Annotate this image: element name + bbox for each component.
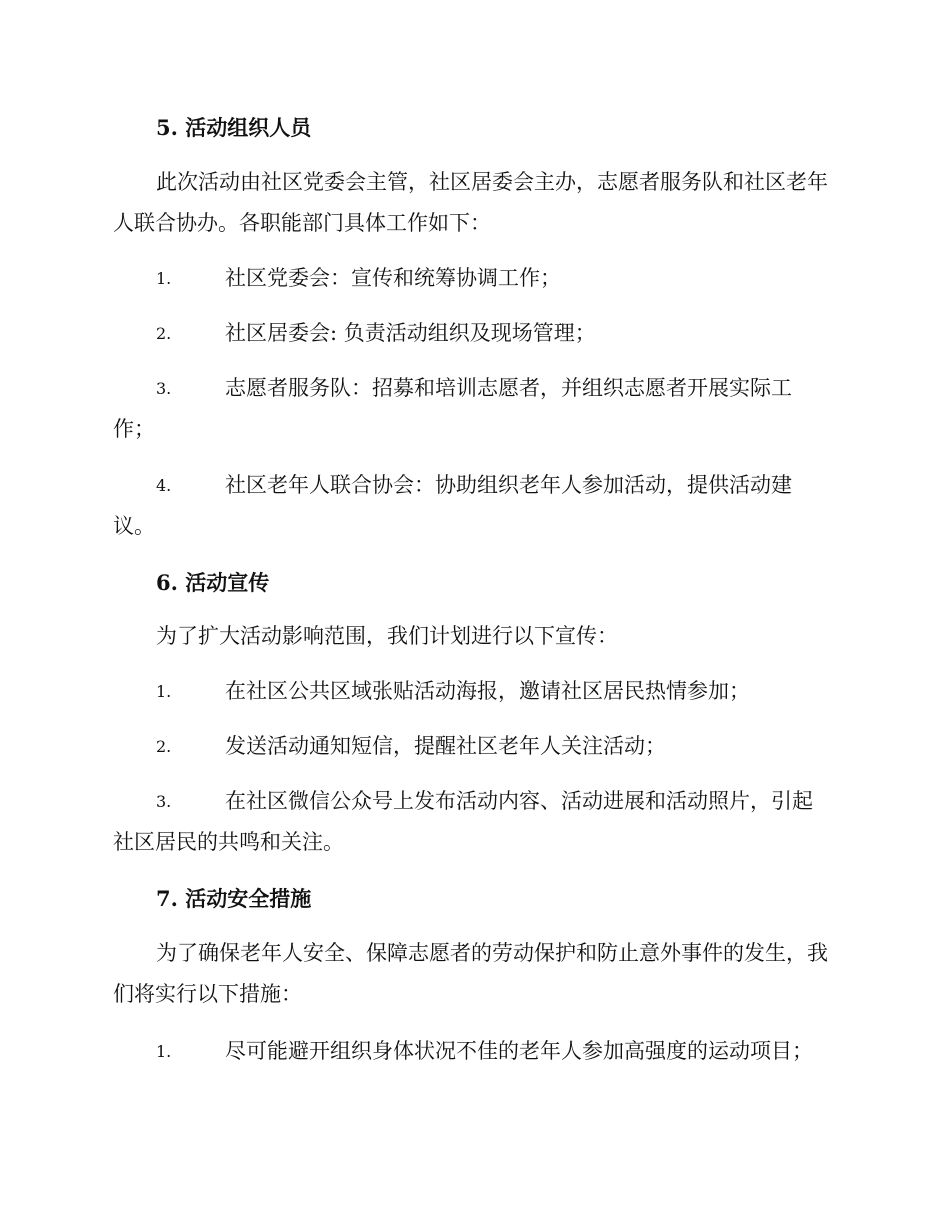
list-item-number: 2. [156,324,172,343]
list-item-number: 1. [156,269,172,288]
list-item [113,313,833,354]
list-item [113,368,833,450]
list-item [113,671,833,712]
list-item-number: 3. [156,379,172,398]
list-item-text: 尽可能避开组织身体状况不佳的老年人参加高强度的运动项目； [225,1039,813,1063]
list-item [113,726,833,767]
list-item-number: 1. [156,1042,172,1061]
list-item-number: 1. [156,682,172,701]
section-intro: 此次活动由社区党委会主管，社区居委会主办，志愿者服务队和社区老年人联合协办。各职能部门具体工作如下： [113,170,828,235]
section-intro: 为了扩大活动影响范围，我们计划进行以下宣传： [156,624,618,648]
section-intro: 为了确保老年人安全、保障志愿者的劳动保护和防止意外事件的发生，我们将实行以下措施： [113,941,828,1006]
list-item-number: 3. [156,792,172,811]
list-item [113,1031,833,1072]
section-heading: 5. 活动组织人员 [156,115,312,140]
list-item [113,258,833,299]
section-heading: 6. 活动宣传 [156,570,270,595]
list-item-text: 志愿者服务队：招募和培训志愿者，并组织志愿者开展实际工作； [113,376,792,441]
list-item-text: 发送活动通知短信，提醒社区老年人关注活动； [225,734,666,758]
list-item-number: 4. [156,476,172,495]
list-item [113,465,833,547]
list-item-text: 社区党委会：宣传和统筹协调工作； [225,266,561,290]
list-item-text: 社区老年人联合协会：协助组织老年人参加活动，提供活动建议。 [113,473,792,538]
section-heading: 7. 活动安全措施 [156,886,312,911]
list-item-text: 社区居委会: 负责活动组织及现场管理； [225,321,596,345]
list-item-text: 在社区公共区域张贴活动海报，邀请社区居民热情参加； [225,679,750,703]
list-item-number: 2. [156,737,172,756]
list-item-text: 在社区微信公众号上发布活动内容、活动进展和活动照片，引起社区居民的共鸣和关注。 [113,789,813,854]
list-item [113,781,833,863]
